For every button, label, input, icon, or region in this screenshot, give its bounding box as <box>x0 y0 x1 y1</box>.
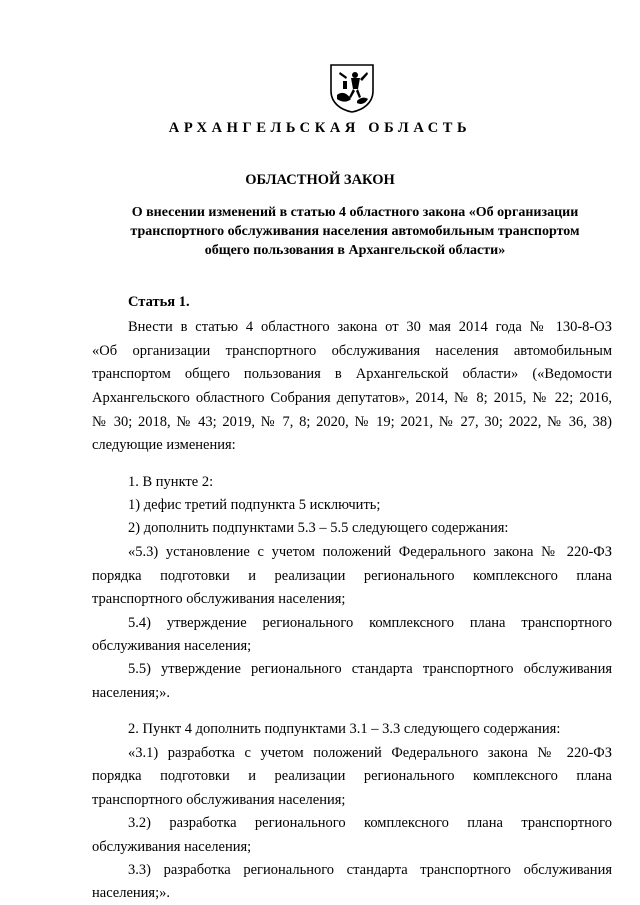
point-1-item-1: 1) дефис третий подпункта 5 исключить; <box>128 497 381 513</box>
intro-line: № 30; 2018, № 43; 2019, № 7, 8; 2020, № 19; 2021, № 27, 30; 2022, № 36, 38) <box>92 414 612 430</box>
article-heading: Статья 1. <box>128 294 190 310</box>
document-type: ОБЛАСТНОЙ ЗАКОН <box>245 172 395 188</box>
subpoint-3-3-line: 3.3) разработка регионального стандарта транспортного обслуживания <box>128 862 612 878</box>
law-title-line: О внесении изменений в статью 4 областного закона «Об организации <box>131 205 579 220</box>
point-1-heading: 1. В пункте 2: <box>128 474 214 490</box>
subpoint-5-5-line: населения;». <box>92 685 171 701</box>
law-title-line: транспортного обслуживания населения автомобильным транспортом <box>130 224 580 239</box>
subpoint-3-2-line: 3.2) разработка регионального комплексного плана транспортного <box>128 815 612 831</box>
subpoint-3-3-line: населения;». <box>92 885 171 901</box>
subpoint-5-5-line: 5.5) утверждение регионального стандарта транспортного обслуживания <box>128 661 612 677</box>
point-1-item-2: 2) дополнить подпунктами 5.3 – 5.5 следующего содержания: <box>128 520 509 536</box>
intro-line: транспортом общего пользования в Архангельской области» («Ведомости <box>92 366 612 382</box>
point-2-heading: 2. Пункт 4 дополнить подпунктами 3.1 – 3.3 следующего содержания: <box>128 721 561 737</box>
subpoint-5-3-line: транспортного обслуживания населения; <box>92 591 346 607</box>
law-title-line: общего пользования в Архангельской области» <box>204 243 506 258</box>
region-name: АРХАНГЕЛЬСКАЯ ОБЛАСТЬ <box>168 120 472 136</box>
subpoint-3-1-line: транспортного обслуживания населения; <box>92 792 346 808</box>
intro-line: Архангельского областного Собрания депутатов», 2014, № 8; 2015, № 22; 2016, <box>92 390 612 406</box>
subpoint-5-3-line: «5.3) установление с учетом положений Федерального закона № 220-ФЗ <box>128 544 612 560</box>
intro-line: следующие изменения: <box>92 437 236 453</box>
law-title <box>100 203 610 260</box>
subpoint-5-3-line: порядка подготовки и реализации регионального комплексного плана <box>92 568 612 584</box>
subpoint-3-2-line: обслуживания населения; <box>92 839 252 855</box>
subpoint-3-1-line: «3.1) разработка с учетом положений Федерального закона № 220-ФЗ <box>128 745 612 761</box>
intro-line: «Об организации транспортного обслуживания населения автомобильным <box>92 343 612 359</box>
intro-line: Внести в статью 4 областного закона от 30 мая 2014 года № 130-8-ОЗ <box>128 319 612 335</box>
coat-of-arms-icon <box>327 61 377 113</box>
subpoint-5-4-line: 5.4) утверждение регионального комплексного плана транспортного <box>128 615 612 631</box>
subpoint-5-4-line: обслуживания населения; <box>92 638 252 654</box>
subpoint-3-1-line: порядка подготовки и реализации регионального комплексного плана <box>92 768 612 784</box>
